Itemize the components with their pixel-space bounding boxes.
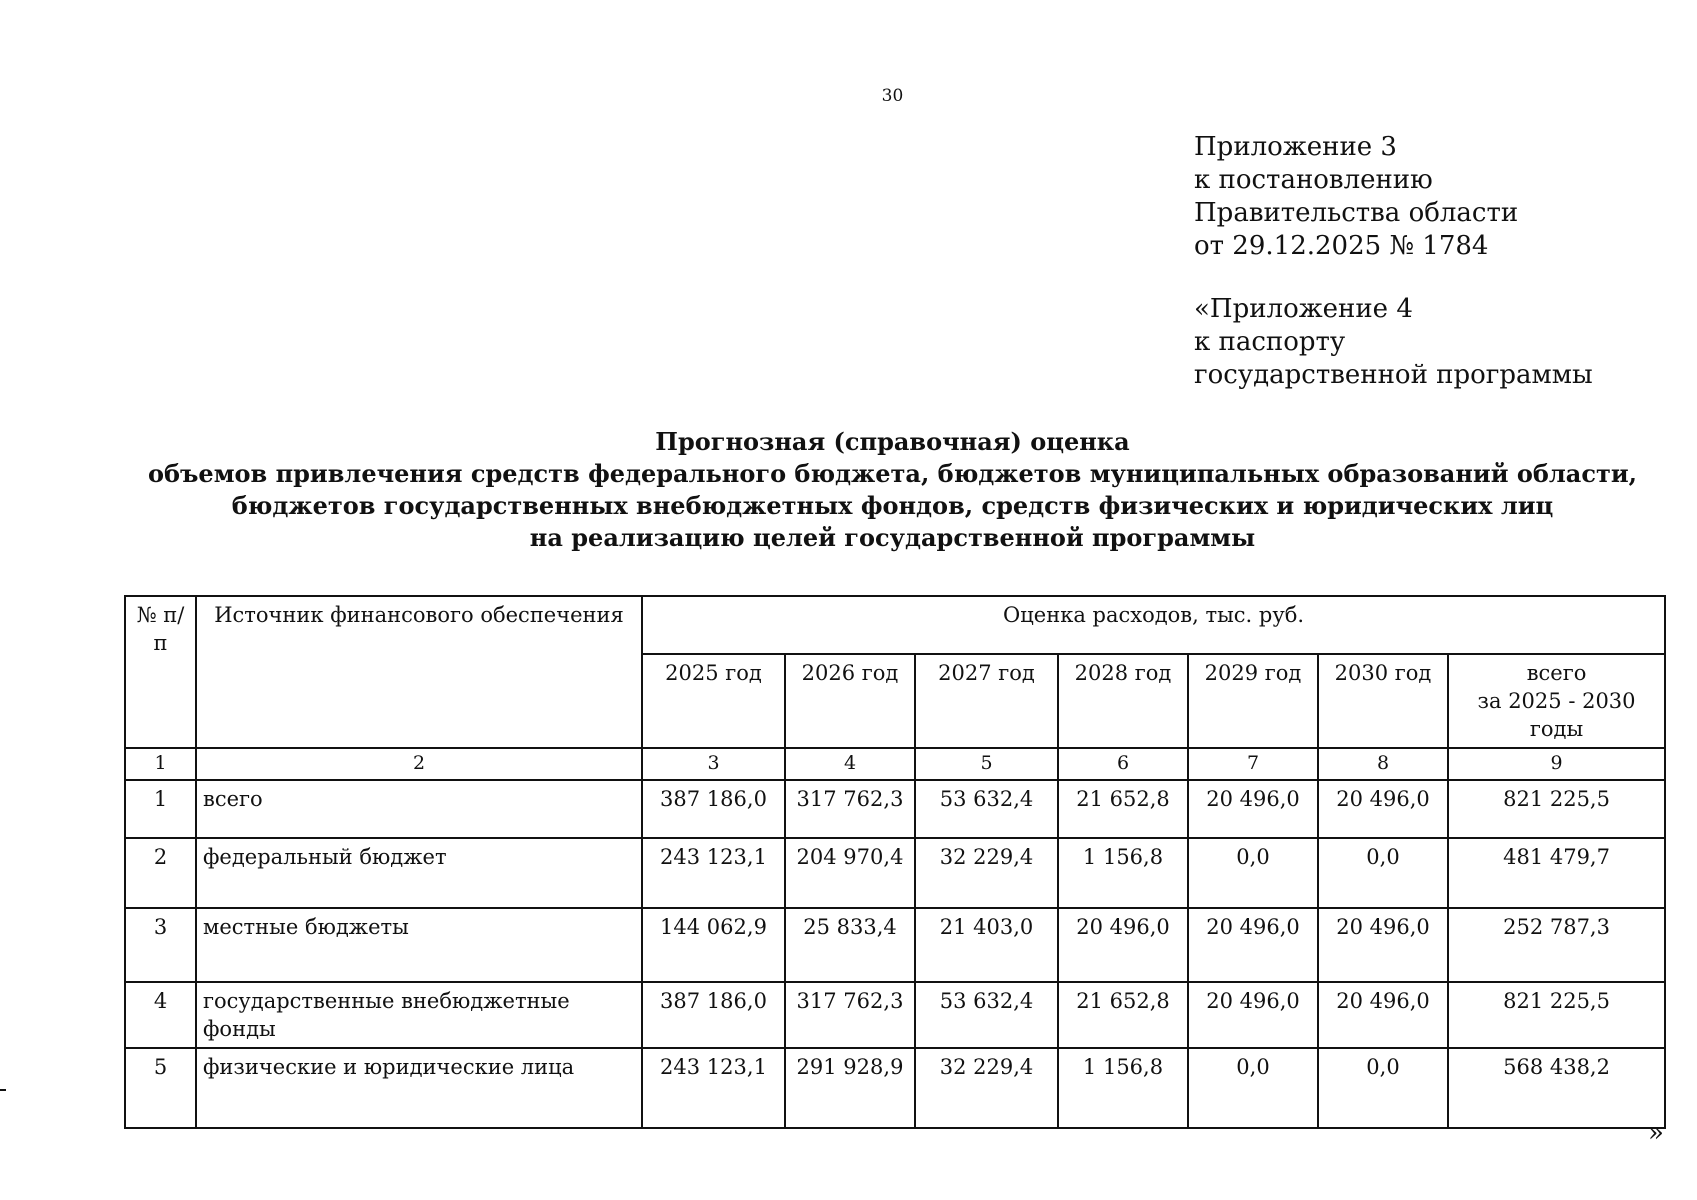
appendix-block	[1194, 131, 1518, 263]
appendix-line: от 29.12.2025 № 1784	[1194, 231, 1489, 261]
header-year: 2030 год	[1318, 654, 1448, 748]
row-value: 144 062,9	[642, 908, 785, 982]
row-value: 53 632,4	[915, 780, 1058, 838]
appendix-reference-block	[1194, 293, 1593, 392]
row-value: 0,0	[1318, 838, 1448, 908]
row-value: 20 496,0	[1188, 908, 1318, 982]
column-number: 9	[1448, 748, 1665, 780]
row-value: 204 970,4	[785, 838, 915, 908]
row-value: 568 438,2	[1448, 1048, 1665, 1128]
row-source: местные бюджеты	[196, 908, 642, 982]
title-line: бюджетов государственных внебюджетных фондов, средств физических и юридических лиц	[231, 491, 1554, 520]
row-number: 3	[125, 908, 196, 982]
row-value: 20 496,0	[1318, 982, 1448, 1048]
column-number: 7	[1188, 748, 1318, 780]
header-num: № п/п	[125, 596, 196, 748]
column-number: 1	[125, 748, 196, 780]
header-total	[1448, 654, 1665, 748]
header-total-line: всего	[1526, 661, 1587, 685]
column-number-row	[125, 748, 1665, 780]
row-value: 21 652,8	[1058, 982, 1188, 1048]
row-value: 21 403,0	[915, 908, 1058, 982]
header-total-line: за 2025 - 2030	[1477, 689, 1636, 713]
row-value: 0,0	[1188, 1048, 1318, 1128]
row-source: государственные внебюджетные фонды	[196, 982, 642, 1048]
row-value: 243 123,1	[642, 1048, 785, 1128]
row-value: 0,0	[1318, 1048, 1448, 1128]
row-value: 317 762,3	[785, 780, 915, 838]
page-number: 30	[881, 86, 904, 106]
header-estimate: Оценка расходов, тыс. руб.	[642, 596, 1665, 654]
row-source: федеральный бюджет	[196, 838, 642, 908]
table-row	[125, 908, 1665, 982]
row-value: 387 186,0	[642, 780, 785, 838]
row-value: 291 928,9	[785, 1048, 915, 1128]
appendix-line: Правительства области	[1194, 198, 1519, 228]
appendix-ref-line: государственной программы	[1194, 360, 1593, 390]
column-number: 3	[642, 748, 785, 780]
column-number: 8	[1318, 748, 1448, 780]
row-value: 20 496,0	[1188, 780, 1318, 838]
row-value: 252 787,3	[1448, 908, 1665, 982]
header-year: 2026 год	[785, 654, 915, 748]
header-year: 2029 год	[1188, 654, 1318, 748]
column-number: 2	[196, 748, 642, 780]
row-value: 821 225,5	[1448, 982, 1665, 1048]
closing-quote: »	[1648, 1118, 1664, 1148]
header-year: 2025 год	[642, 654, 785, 748]
row-value: 20 496,0	[1188, 982, 1318, 1048]
row-number: 2	[125, 838, 196, 908]
title-line: Прогнозная (справочная) оценка	[655, 427, 1130, 456]
row-value: 0,0	[1188, 838, 1318, 908]
header-source: Источник финансового обеспечения	[196, 596, 642, 748]
title-line: на реализацию целей государственной программы	[529, 523, 1256, 552]
row-value: 1 156,8	[1058, 1048, 1188, 1128]
column-number: 4	[785, 748, 915, 780]
row-value: 25 833,4	[785, 908, 915, 982]
row-value: 821 225,5	[1448, 780, 1665, 838]
appendix-ref-line: к паспорту	[1194, 327, 1346, 357]
row-number: 1	[125, 780, 196, 838]
row-value: 20 496,0	[1058, 908, 1188, 982]
row-number: 5	[125, 1048, 196, 1128]
row-value: 20 496,0	[1318, 780, 1448, 838]
header-year: 2028 год	[1058, 654, 1188, 748]
appendix-line: Приложение 3	[1194, 132, 1397, 162]
row-value: 1 156,8	[1058, 838, 1188, 908]
column-number: 6	[1058, 748, 1188, 780]
table-row	[125, 838, 1665, 908]
table-row	[125, 982, 1665, 1048]
financing-table	[124, 595, 1666, 1129]
row-value: 317 762,3	[785, 982, 915, 1048]
row-value: 387 186,0	[642, 982, 785, 1048]
row-value: 481 479,7	[1448, 838, 1665, 908]
header-total-line: годы	[1529, 717, 1584, 741]
row-number: 4	[125, 982, 196, 1048]
title-line: объемов привлечения средств федерального бюджета, бюджетов муниципальных образований области,	[148, 459, 1637, 488]
document-title	[0, 426, 1697, 554]
row-value: 32 229,4	[915, 838, 1058, 908]
row-source: всего	[196, 780, 642, 838]
appendix-ref-line: «Приложение 4	[1194, 294, 1413, 324]
margin-mark	[0, 1089, 6, 1091]
row-value: 20 496,0	[1318, 908, 1448, 982]
column-number: 5	[915, 748, 1058, 780]
table-row	[125, 1048, 1665, 1128]
row-source: физические и юридические лица	[196, 1048, 642, 1128]
row-value: 53 632,4	[915, 982, 1058, 1048]
appendix-line: к постановлению	[1194, 165, 1433, 195]
row-value: 32 229,4	[915, 1048, 1058, 1128]
row-value: 243 123,1	[642, 838, 785, 908]
table-row	[125, 780, 1665, 838]
header-year: 2027 год	[915, 654, 1058, 748]
row-value: 21 652,8	[1058, 780, 1188, 838]
